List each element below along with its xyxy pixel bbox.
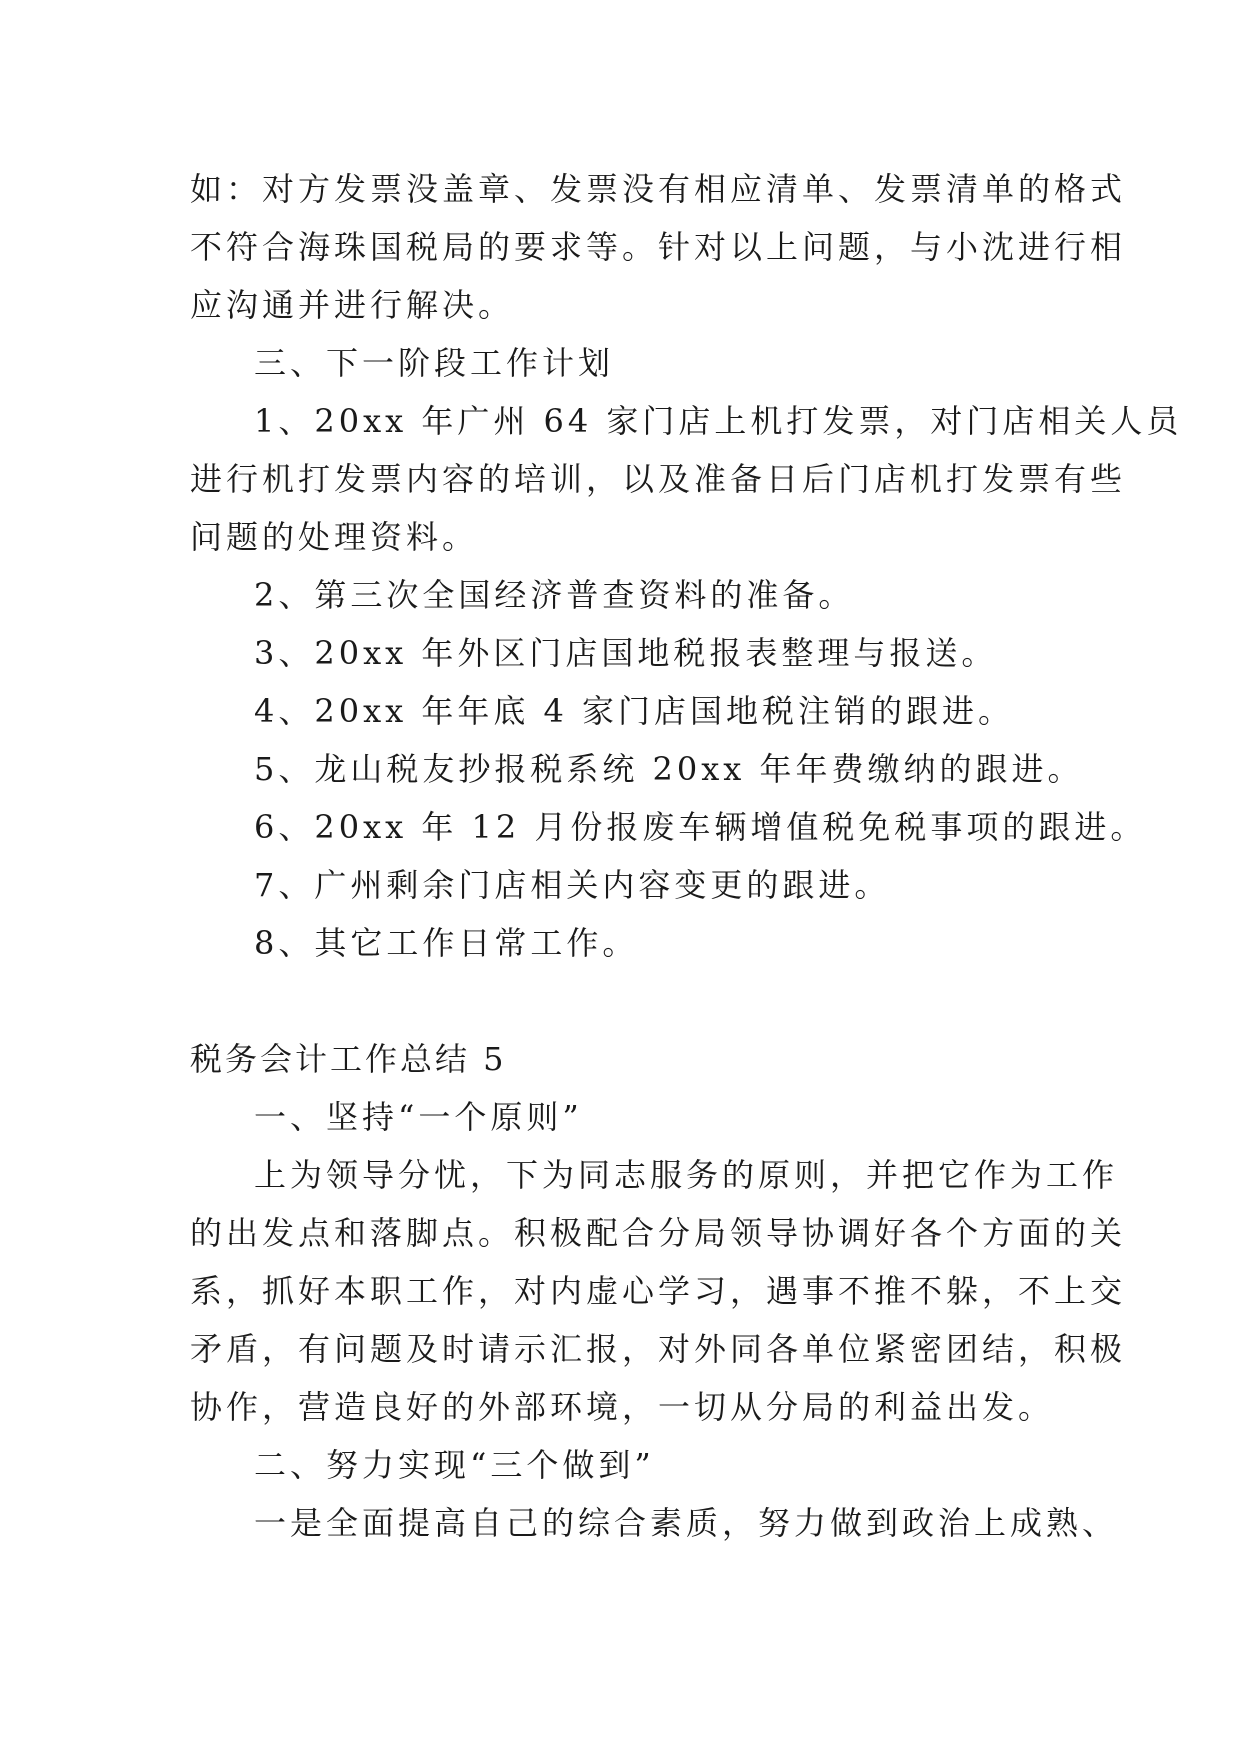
section-heading: 一、坚持“一个原则” [254,1098,583,1136]
paragraph-line: 一是全面提高自己的综合素质，努力做到政治上成熟、 [254,1504,1119,1542]
paragraph-line: 系，抓好本职工作，对内虚心学习，遇事不推不躲，不上交 [190,1272,1127,1310]
list-item: 2、第三次全国经济普查资料的准备。 [254,576,855,614]
document-page [190,160,1183,1552]
list-item: 4、20xx 年年底 4 家门店国地税注销的跟进。 [254,692,1015,730]
list-item-continuation: 问题的处理资料。 [190,518,479,556]
paragraph-line: 如：对方发票没盖章、发票没有相应清单、发票清单的格式 [190,170,1127,208]
paragraph-line: 不符合海珠国税局的要求等。针对以上问题，与小沈进行相 [190,228,1127,266]
list-item: 3、20xx 年外区门店国地税报表整理与报送。 [254,634,998,672]
list-item: 5、龙山税友抄报税系统 20xx 年年费缴纳的跟进。 [254,750,1084,788]
document-title: 税务会计工作总结 5 [190,1040,507,1078]
paragraph-line: 协作，营造良好的外部环境，一切从分局的利益出发。 [190,1388,1055,1426]
list-item-continuation: 进行机打发票内容的培训，以及准备日后门店机打发票有些 [190,460,1127,498]
list-item: 1、20xx 年广州 64 家门店上机打发票，对门店相关人员 [254,402,1183,440]
paragraph-line: 上为领导分忧，下为同志服务的原则，并把它作为工作 [254,1156,1119,1194]
paragraph-line: 的出发点和落脚点。积极配合分局领导协调好各个方面的关 [190,1214,1127,1252]
paragraph-line: 应沟通并进行解决。 [190,286,515,324]
paragraph-line: 矛盾，有问题及时请示汇报，对外同各单位紧密团结，积极 [190,1330,1127,1368]
section-heading: 三、下一阶段工作计划 [254,344,615,382]
list-item: 6、20xx 年 12 月份报废车辆增值税免税事项的跟进。 [254,808,1147,846]
list-item: 8、其它工作日常工作。 [254,924,639,962]
section-heading: 二、努力实现“三个做到” [254,1446,655,1484]
section-gap [190,972,1060,1030]
list-item: 7、广州剩余门店相关内容变更的跟进。 [254,866,891,904]
